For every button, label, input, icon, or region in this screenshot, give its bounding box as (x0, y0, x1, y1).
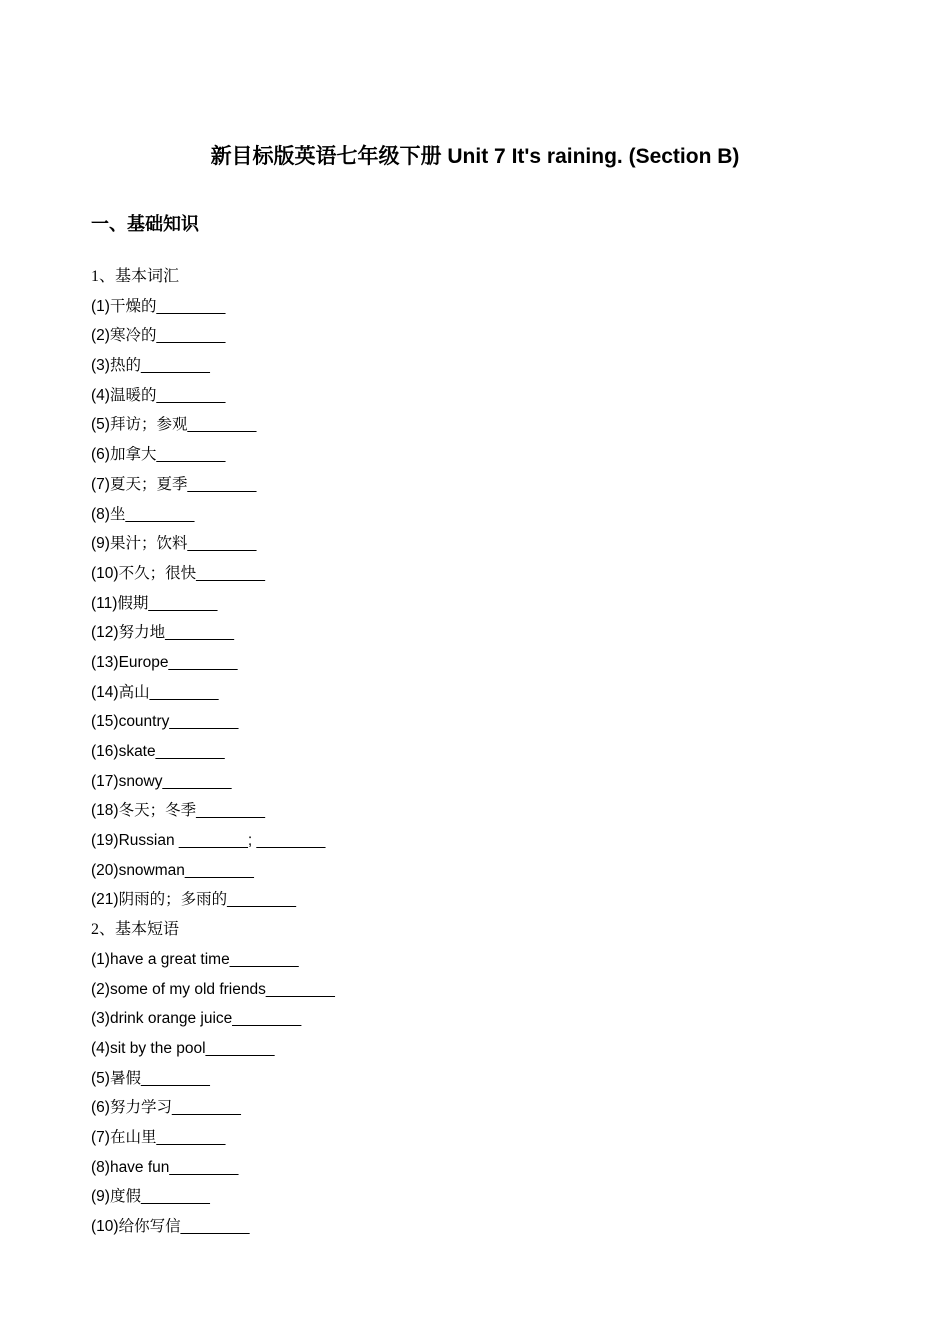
exercise-item: (12)努力地________ (91, 624, 235, 642)
exercise-item: (21)阴雨的；多雨的________ (91, 891, 297, 909)
exercise-item: (10)给你写信________ (91, 1218, 250, 1235)
exercise-item: (1)干燥的________ (91, 297, 226, 315)
exercise-item: (8)坐________ (91, 505, 195, 523)
exercise-item: (4)温暖的________ (91, 386, 226, 404)
exercise-item: (3)drink orange juice________ (91, 1010, 302, 1028)
subsection-heading: 2、基本短语 (91, 921, 180, 939)
exercise-item: (7)夏天；夏季________ (91, 475, 257, 493)
document-title: 新目标版英语七年级下册 Unit 7 It's raining. (Section B) (210, 145, 740, 168)
exercise-item: (6)努力学习________ (91, 1099, 241, 1117)
exercise-item: (14)高山________ (91, 683, 219, 701)
exercise-item: (15)country________ (91, 713, 239, 731)
exercise-item: (2)寒冷的________ (91, 327, 226, 345)
exercise-item: (18)冬天；冬季________ (91, 802, 266, 820)
exercise-item: (4)sit by the pool________ (91, 1039, 275, 1057)
exercise-item: (3)热的________ (91, 357, 210, 375)
exercise-item: (16)skate________ (91, 743, 225, 760)
exercise-item: (19)Russian ________; ________ (91, 832, 326, 850)
section-heading: 一、基础知识 (91, 214, 199, 234)
exercise-item: (20)snowman________ (91, 861, 254, 879)
exercise-item: (2)some of my old friends________ (91, 980, 335, 998)
exercise-item: (8)have fun________ (91, 1158, 239, 1176)
exercise-item: (10)不久；很快________ (91, 564, 266, 582)
exercise-list (91, 262, 791, 1242)
exercise-item: (7)在山里________ (91, 1128, 226, 1146)
exercise-item: (9)度假________ (91, 1188, 210, 1206)
exercise-item: (9)果汁；饮料________ (91, 535, 257, 553)
exercise-item: (11)假期________ (91, 594, 218, 612)
exercise-item: (13)Europe________ (91, 653, 238, 671)
exercise-item: (1)have a great time________ (91, 950, 299, 968)
exercise-item: (5)暑假________ (91, 1069, 210, 1087)
exercise-item: (6)加拿大________ (91, 446, 226, 464)
subsection-heading: 1、基本词汇 (91, 268, 180, 285)
exercise-item: (5)拜访；参观________ (91, 416, 257, 434)
exercise-item: (17)snowy________ (91, 772, 232, 790)
